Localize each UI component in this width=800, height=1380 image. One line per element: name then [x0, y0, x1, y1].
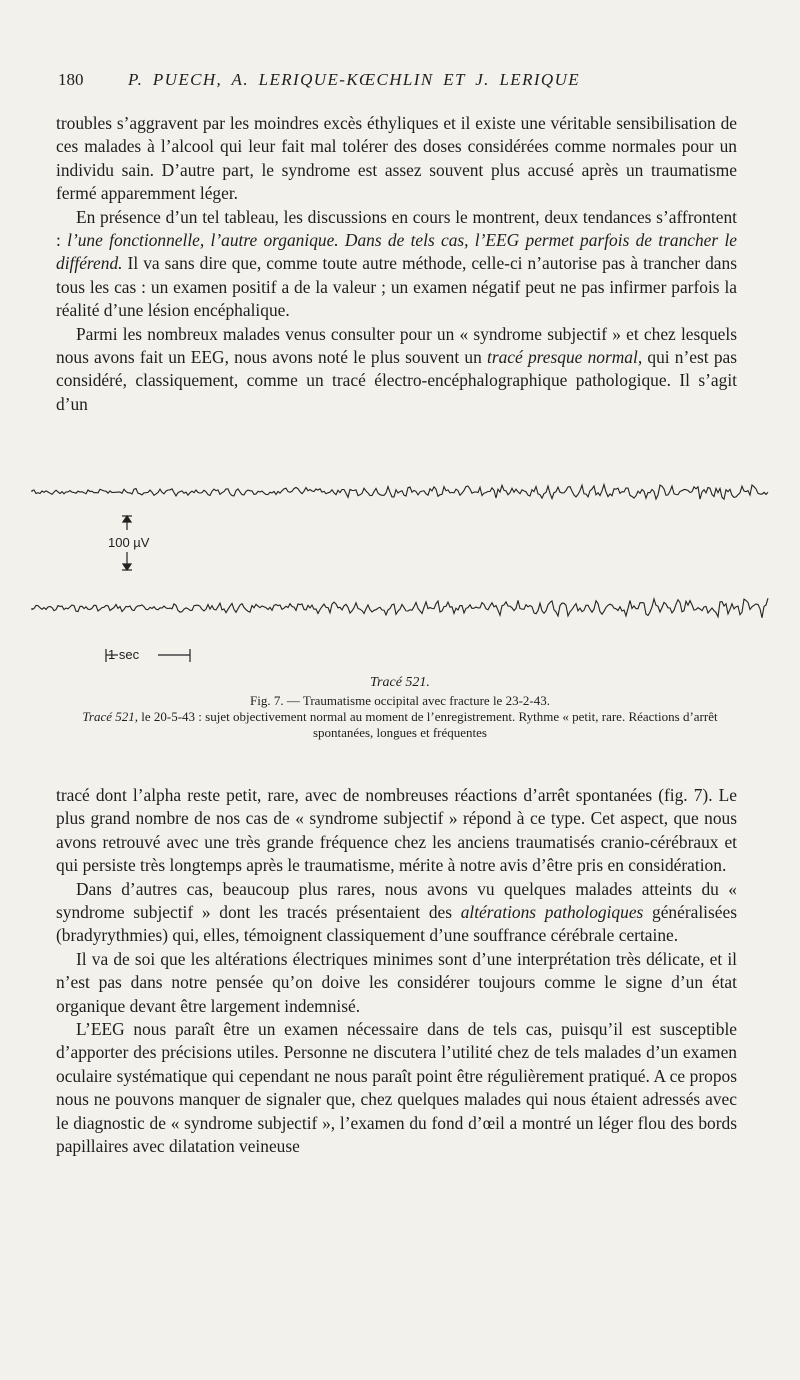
- paragraph: [56, 206, 737, 323]
- text-run: Il va sans dire que, comme toute autre méthode, celle-ci n’autorise pas à trancher dans tous les cas : un examen positif a de la valeur ; un examen négatif peut ne pas infirmer parfois la réalité d’une lésion encéphalique.: [56, 253, 737, 321]
- eeg-traces: [30, 470, 770, 670]
- figure-caption: [60, 693, 740, 741]
- paragraph: [56, 784, 737, 878]
- paragraph: [56, 112, 737, 206]
- text-run: L’EEG nous paraît être un examen nécessaire dans de tels cas, puisqu’il est susceptible d’apporter des précisions utiles. Personne ne discutera l’utilité chez de tels malades d’un examen oculaire systématique qui cependant ne nous paraît point être régulièrement pratiqué. A ce propos nous ne pouvons manquer de signaler que, chez quelques malades qui nous étaient adressés avec le diagnostic de « syndrome subjectif », l’examen du fond d’œil a montré un léger flou des bords papillaires avec dilatation veineuse: [56, 1019, 737, 1157]
- caption-trace-ref: Tracé 521,: [82, 709, 138, 724]
- caption-line-2: [60, 709, 740, 741]
- italic-text: tracé presque normal,: [487, 347, 643, 368]
- text-run: qui n’est pas considéré, classiquement, comme un tracé électro-encéphalographique pathologique. Il s’agit d’un: [56, 347, 737, 414]
- text-run: troubles s’aggravent par les moindres excès éthyliques et il existe une véritable sensibilisation de ces malades à l’alcool qui leur fait mal tolérer des doses considérées comme normales pour un individu sain. D’autre part, le syndrome est assez souvent plus accusé après un traumatisme fermé apparemment léger.: [56, 113, 737, 204]
- running-authors: P. PUECH, A. LERIQUE-KŒCHLIN ET J. LERIQUE: [128, 70, 581, 89]
- body-text-top: [56, 112, 737, 416]
- running-header: [58, 70, 738, 100]
- text-run: Il va de soi que les altérations électriques minimes sont d’une interprétation très délicate, et il n’est pas dans notre pensée qu’on doive les considérer toujours comme le signe d’un état organique devant être largement indemnisé.: [56, 948, 737, 1016]
- italic-text: l’une fonctionnelle, l’autre organique. Dans de tels cas, l’EEG permet parfois de trancher le différend.: [56, 230, 737, 274]
- paragraph: [56, 323, 737, 417]
- eeg-trace-1: [32, 485, 768, 500]
- body-text-bottom: [56, 784, 737, 1159]
- text-run: généralisées (bradyrythmies) qui, elles, témoignent classiquement d’une souffrance cérébrale certaine.: [56, 902, 737, 946]
- time-scale-label: 1 sec: [108, 647, 140, 662]
- text-run: En présence d’un tel tableau, les discussions en cours le montrent, deux tendances s’affrontent :: [56, 206, 737, 251]
- trace-title: Tracé 521.: [370, 675, 430, 690]
- text-run: tracé dont l’alpha reste petit, rare, avec de nombreuses réactions d’arrêt spontanées (fig. 7). Le plus grand nombre de nos cas de « syndrome subjectif » répond à ce type. Cet aspect, que nous avons retrouvé avec une très grande fréquence chez les anciens traumatisés cranio-cérébraux et qui persiste très longtemps après le traumatisme, mérite à notre avis d’être pris en considération.: [56, 785, 737, 876]
- paragraph: [56, 948, 737, 1018]
- eeg-trace-2: [32, 598, 768, 618]
- caption-text: le 20-5-43 : sujet objectivement normal au moment de l’enregistrement. Rythme « petit, rare. Réactions d’arrêt spontanées, longues et fréquentes: [138, 709, 718, 740]
- page-number: 180: [58, 70, 84, 89]
- italic-text: altérations pathologiques: [460, 902, 644, 923]
- paragraph: [56, 1018, 737, 1158]
- paragraph: [56, 878, 737, 948]
- text-run: Dans d’autres cas, beaucoup plus rares, nous avons vu quelques malades atteints du « syndrome subjectif » dont les tracés présentaient des: [56, 878, 737, 923]
- calibration-label: 100 µV: [108, 535, 150, 550]
- eeg-figure: [30, 470, 770, 710]
- text-run: Parmi les nombreux malades venus consulter pour un « syndrome subjectif » et chez lesquels nous avons fait un EEG, nous avons noté le plus souvent un: [56, 323, 737, 368]
- caption-line-1: Fig. 7. — Traumatisme occipital avec fracture le 23-2-43.: [249, 693, 550, 708]
